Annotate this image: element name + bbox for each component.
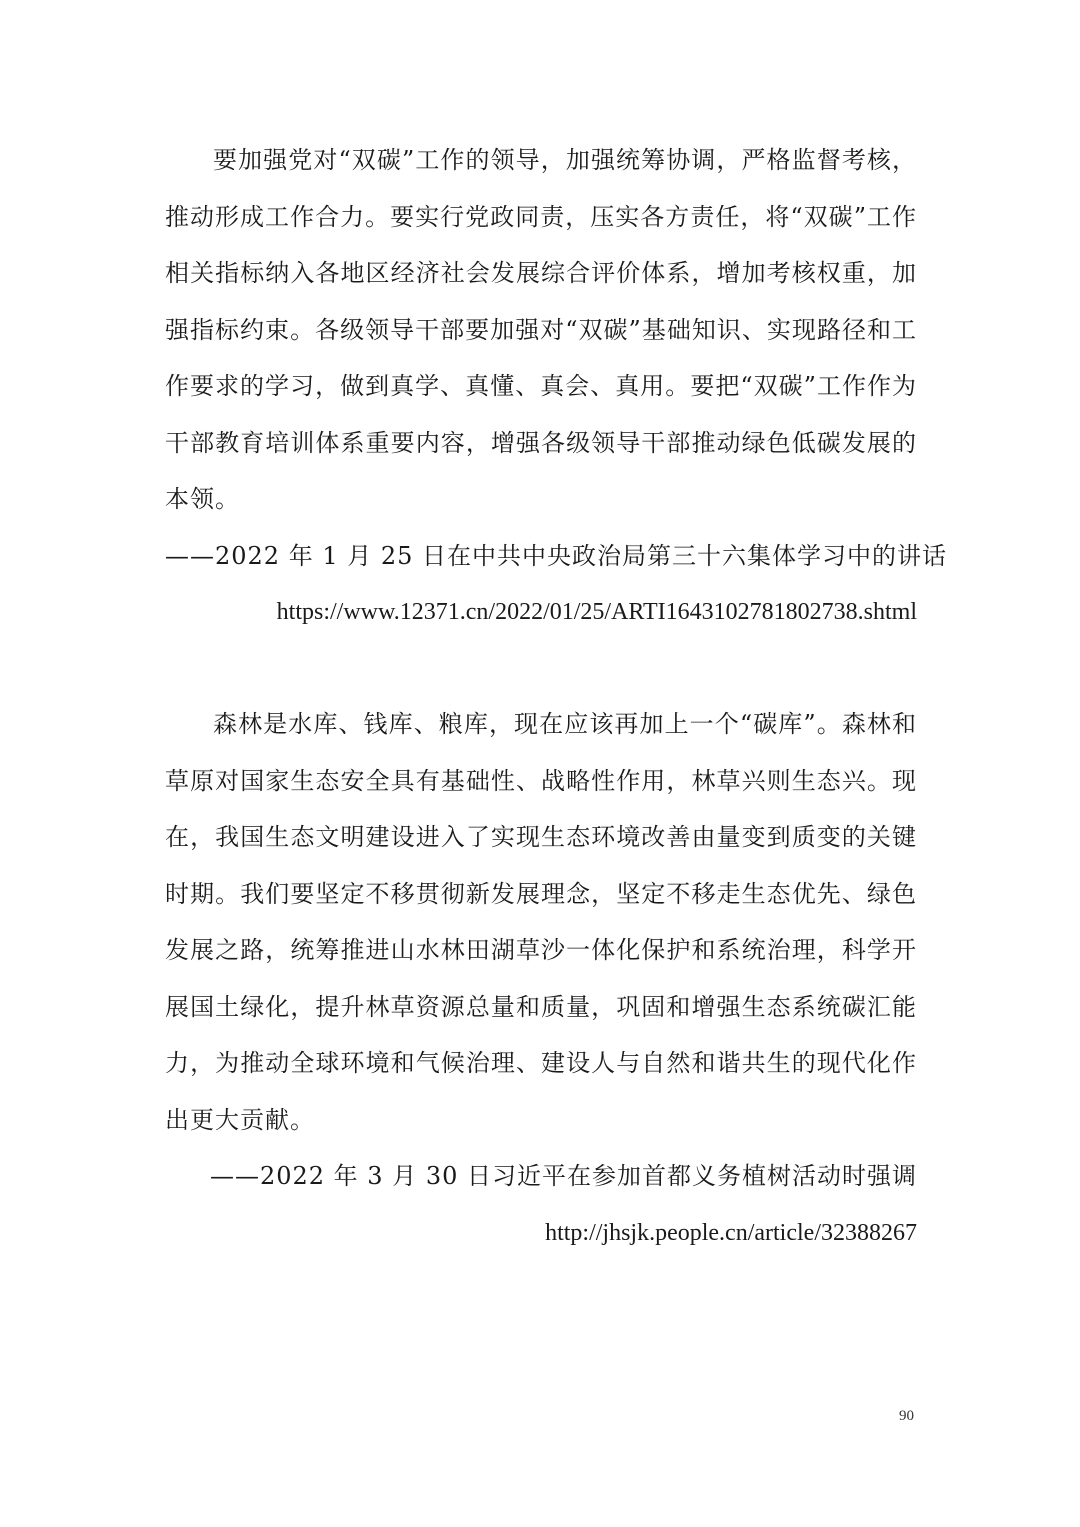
quote-block-dual-carbon-leadership — [165, 132, 948, 641]
page-number: 90 — [899, 1408, 914, 1424]
quote-paragraph: 森林是水库、钱库、粮库，现在应该再加上一个“碳库”。森林和草原对国家生态安全具有基础性、战略性作用，林草兴则生态兴。现在，我国生态文明建设进入了实现生态环境改善由量变到质变的关键时期。我们要坚定不移贯彻新发展理念，坚定不移走生态优先、绿色发展之路，统筹推进山水林田湖草沙一体化保护和系统治理，科学开展国土绿化，提升林草资源总量和质量，巩固和增强生态系统碳汇能力，为推动全球环境和气候治理、建设人与自然和谐共生的现代化作出更大贡献。 — [165, 710, 917, 1134]
quote-block-forest-carbon-sink — [165, 696, 917, 1261]
quote-source: ——2022 年 1 月 25 日在中共中央政治局第三十六集体学习中的讲话 — [165, 541, 948, 570]
quote-paragraph: 要加强党对“双碳”工作的领导，加强统筹协调，严格监督考核，推动形成工作合力。要实行党政同责，压实各方责任，将“双碳”工作相关指标纳入各地区经济社会发展综合评价体系，增加考核权重，加强指标约束。各级领导干部要加强对“双碳”基础知识、实现路径和工作要求的学习，做到真学、真懂、真会、真用。要把“双碳”工作作为干部教育培训体系重要内容，增强各级领导干部推动绿色低碳发展的本领。 — [165, 146, 917, 513]
quote-source-url[interactable]: https://www.12371.cn/2022/01/25/ARTI1643102781802738.shtml — [276, 599, 917, 625]
quote-source-url[interactable]: http://jhsjk.people.cn/article/32388267 — [545, 1219, 917, 1246]
quote-source: ——2022 年 3 月 30 日习近平在参加首都义务植树活动时强调 — [209, 1162, 917, 1190]
